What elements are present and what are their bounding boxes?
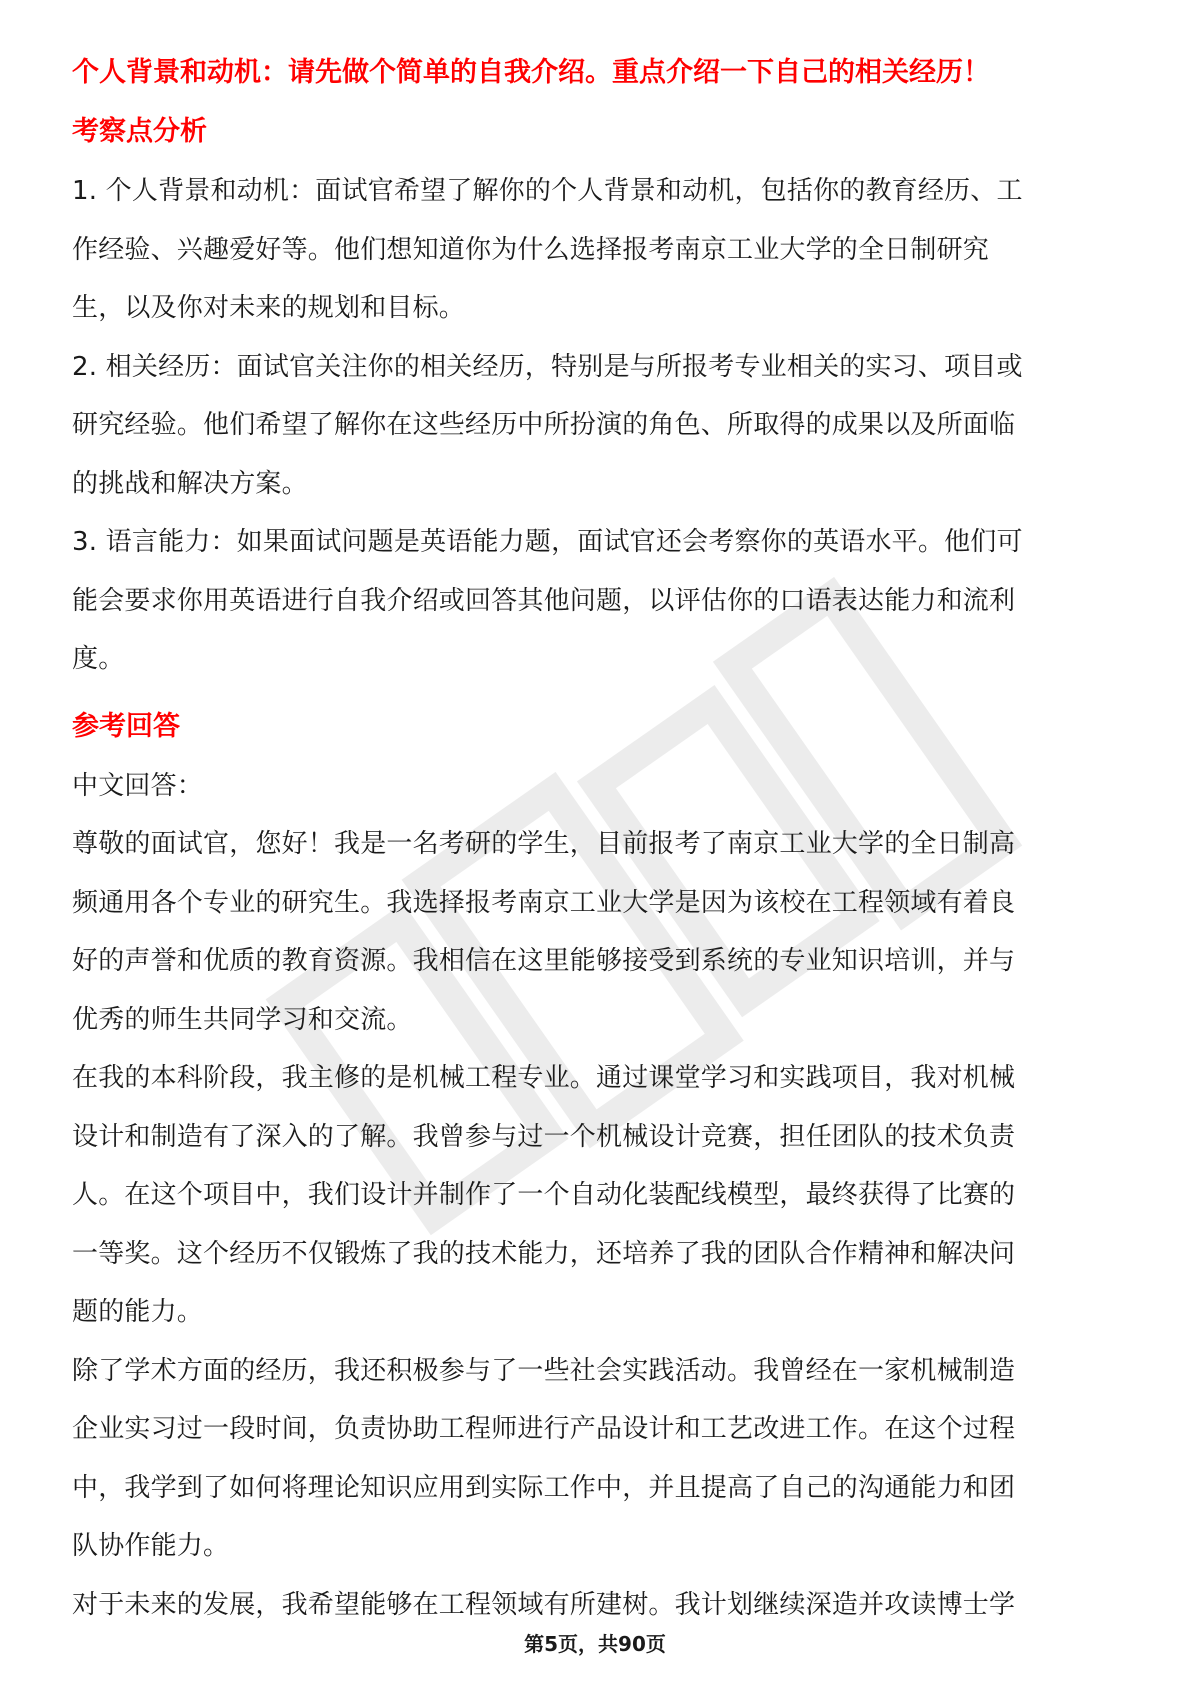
text-line: 企业实习过一段时间，负责协助工程师进行产品设计和工艺改进工作。在这个过程	[72, 1414, 1016, 1444]
answer-section	[72, 703, 1118, 1635]
text-line: 3. 语言能力：如果面试问题是英语能力题，面试官还会考察你的英语水平。他们可	[72, 527, 1023, 557]
text-line: 研究经验。他们希望了解你在这些经历中所扮演的角色、所取得的成果以及所面临	[72, 410, 1016, 440]
text-line: 频通用各个专业的研究生。我选择报考南京工业大学是因为该校在工程领域有着良	[72, 887, 1016, 918]
analysis-point	[72, 338, 1118, 514]
answer-paragraph	[72, 1049, 1118, 1342]
text-line: 题的能力。	[72, 1297, 204, 1327]
answer-paragraph	[72, 1576, 1118, 1635]
text-line: 能会要求你用英语进行自我介绍或回答其他问题，以评估你的口语表达能力和流利	[72, 585, 1016, 616]
text-line: 队协作能力。	[72, 1531, 230, 1561]
text-line: 尊敬的面试官，您好！我是一名考研的学生，目前报考了南京工业大学的全日制高	[72, 829, 1016, 859]
question-title: 个人背景和动机：请先做个简单的自我介绍。重点介绍一下自己的相关经历！	[72, 57, 990, 88]
text-line: 一等奖。这个经历不仅锻炼了我的技术能力，还培养了我的团队合作精神和解决问	[72, 1238, 1016, 1269]
analysis-heading: 考察点分析	[72, 116, 207, 147]
text-line: 人。在这个项目中，我们设计并制作了一个自动化装配线模型，最终获得了比赛的	[72, 1180, 1016, 1210]
text-line: 对于未来的发展，我希望能够在工程领域有所建树。我计划继续深造并攻读博士学	[72, 1589, 1016, 1620]
text-line: 优秀的师生共同学习和交流。	[72, 1004, 413, 1035]
text-line: 度。	[72, 644, 125, 674]
text-line: 的挑战和解决方案。	[72, 468, 308, 499]
text-line: 在我的本科阶段，我主修的是机械工程专业。通过课堂学习和实践项目，我对机械	[72, 1063, 1016, 1093]
text-line: 中，我学到了如何将理论知识应用到实际工作中，并且提高了自己的沟通能力和团	[72, 1472, 1016, 1503]
analysis-section	[72, 108, 1118, 689]
answer-intro: 中文回答：	[72, 770, 204, 801]
answer-heading: 参考回答	[72, 710, 180, 742]
text-line: 生，以及你对未来的规划和目标。	[72, 293, 466, 323]
analysis-point	[72, 513, 1118, 689]
text-line: 1. 个人背景和动机：面试官希望了解你的个人背景和动机，包括你的教育经历、工	[72, 176, 1023, 206]
answer-paragraph	[72, 1342, 1118, 1576]
text-line: 除了学术方面的经历，我还积极参与了一些社会实践活动。我曾经在一家机械制造	[72, 1355, 1016, 1386]
text-line: 2. 相关经历：面试官关注你的相关经历，特别是与所报考专业相关的实习、项目或	[72, 351, 1023, 382]
text-line: 好的声誉和优质的教育资源。我相信在这里能够接受到系统的专业知识培训，并与	[72, 946, 1016, 976]
text-line: 设计和制造有了深入的了解。我曾参与过一个机械设计竞赛，担任团队的技术负责	[72, 1121, 1016, 1152]
text-line: 作经验、兴趣爱好等。他们想知道你为什么选择报考南京工业大学的全日制研究	[72, 234, 990, 265]
analysis-point	[72, 162, 1118, 338]
answer-paragraph	[72, 815, 1118, 1049]
page-number: 第5页，共90页	[524, 1632, 666, 1656]
document-page	[72, 48, 1118, 1634]
